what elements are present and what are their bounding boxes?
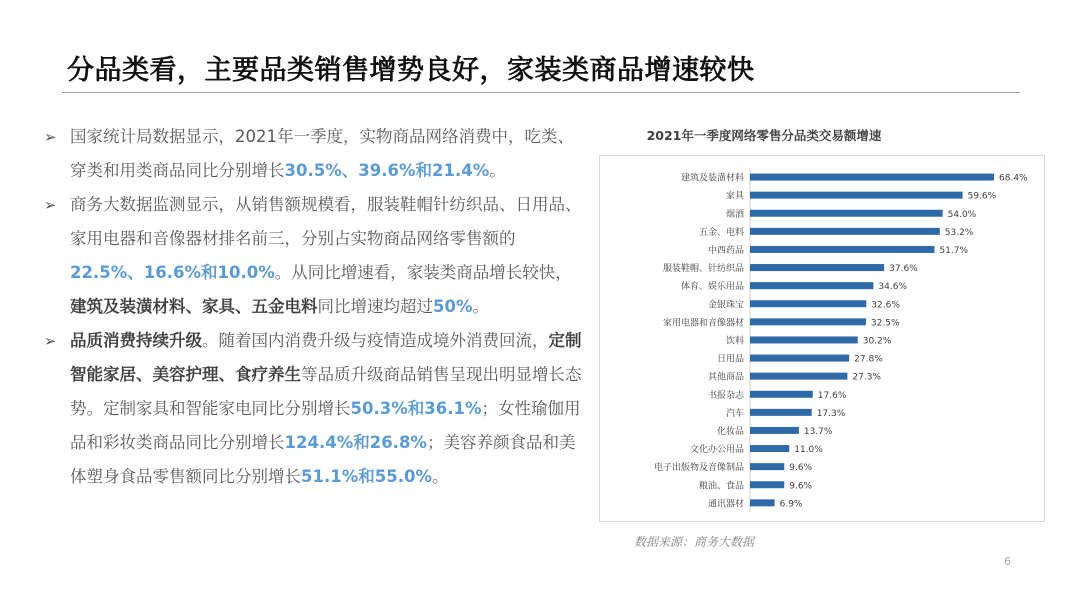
bar <box>750 264 884 271</box>
bullet-text: 等品质升级商品销售呈现出明显增长态势。定制家具和智能家电同比分别增长 <box>70 365 582 418</box>
title-divider <box>62 92 1020 93</box>
value-label: 68.4% <box>999 173 1028 184</box>
bar <box>750 463 784 470</box>
value-label: 27.3% <box>852 372 881 383</box>
category-label: 日用品 <box>716 354 744 365</box>
category-label: 粮油、食品 <box>698 481 744 492</box>
bar <box>750 282 873 289</box>
category-label: 书报杂志 <box>707 390 744 401</box>
bold-phrase: 品质消费持续升级 <box>70 331 202 350</box>
value-label: 37.6% <box>889 264 918 275</box>
bar-chart <box>599 155 1045 522</box>
value-label: 9.6% <box>789 463 813 474</box>
bullet-text: 。随着国内消费升级与疫情造成境外消费回流， <box>202 331 549 350</box>
bullet-text: 。 <box>432 467 449 486</box>
bold-phrase: 定制智能家居、美容护理、食疗养生 <box>70 331 582 384</box>
bar <box>750 445 789 452</box>
bullet-text: 同比增速均超过 <box>317 297 433 316</box>
value-label: 34.6% <box>878 282 908 293</box>
category-label: 电子出版物及音像制品 <box>653 463 744 474</box>
bar <box>750 427 799 434</box>
category-label: 家具 <box>725 191 744 202</box>
bullet-text: 国家统计局数据显示，2021年一季度，实物商品网络消费中，吃类、穿类和用类商品同比分别增长 <box>70 127 574 180</box>
bullet-text: ；女性瑜伽用品和彩妆类商品同比分别增长 <box>70 399 581 452</box>
bar <box>750 210 943 217</box>
bullet-text: 。 <box>489 161 506 180</box>
value-label: 32.6% <box>871 300 900 311</box>
category-label: 其他商品 <box>707 372 744 383</box>
value-label: 53.2% <box>944 227 974 238</box>
category-label: 饮料 <box>725 336 744 347</box>
bar <box>750 481 784 488</box>
bullet-text: 。从同比增速看，家装类商品增长较快， <box>274 263 572 282</box>
value-label: 17.3% <box>816 408 846 419</box>
highlight-figure: 50.3%和36.1% <box>350 399 482 418</box>
category-label: 家用电器和音像器材 <box>662 318 744 329</box>
bar <box>750 318 866 325</box>
value-label: 6.9% <box>779 499 803 510</box>
highlight-figure: 22.5%、16.6%和10.0% <box>70 263 275 282</box>
bar <box>750 228 940 235</box>
bullet-arrow-icon: ➢ <box>44 332 57 350</box>
value-label: 59.6% <box>967 191 997 202</box>
highlight-figure: 50% <box>433 297 473 316</box>
highlight-figure: 51.1%和55.0% <box>301 467 432 486</box>
highlight-figure: 30.5%、39.6%和21.4% <box>284 161 490 180</box>
bullet-text: 商务大数据监测显示，从销售额规模看，服装鞋帽针纺织品、日用品、家用电器和音像器材排名前三，分别占实物商品网络零售额的 <box>70 195 582 248</box>
category-label: 体育、娱乐用品 <box>680 282 744 293</box>
category-label: 文化办公用品 <box>689 445 744 456</box>
value-label: 27.8% <box>854 354 883 365</box>
data-source-note: 数据来源：商务大数据 <box>634 535 755 549</box>
category-label: 通讯器材 <box>707 499 744 510</box>
bullet-text: 。 <box>472 297 489 316</box>
bar <box>750 373 847 380</box>
category-label: 服装鞋帽、针纺织品 <box>662 264 744 275</box>
category-label: 建筑及装潢材料 <box>680 173 744 184</box>
value-label: 17.6% <box>817 390 847 401</box>
chart-title: 2021年一季度网络零售分品类交易额增速 <box>646 128 882 143</box>
bullet-arrow-icon: ➢ <box>44 128 57 146</box>
category-label: 烟酒 <box>725 209 744 220</box>
bar <box>750 355 849 362</box>
bar <box>750 391 813 398</box>
value-label: 51.7% <box>939 245 969 256</box>
value-label: 13.7% <box>803 426 833 437</box>
bold-phrase: 建筑及装潢材料、家具、五金电料 <box>70 297 318 316</box>
bar <box>750 300 866 307</box>
bar-chart-svg <box>600 156 1046 523</box>
bullet-item <box>44 324 584 494</box>
page-number: 6 <box>1004 555 1011 568</box>
value-label: 32.5% <box>870 318 900 329</box>
bullet-text: ；美容养颜食品和美体塑身食品零售额同比分别增长 <box>70 433 576 486</box>
value-label: 54.0% <box>947 209 977 220</box>
bar <box>750 174 994 181</box>
bullet-item <box>44 188 584 324</box>
bar <box>750 246 934 253</box>
highlight-figure: 124.4%和26.8% <box>284 433 427 452</box>
value-label: 9.6% <box>789 481 813 492</box>
category-label: 金银珠宝 <box>707 300 744 311</box>
bullet-item <box>44 120 584 188</box>
value-label: 11.0% <box>794 445 823 456</box>
bar <box>750 409 812 416</box>
slide-title: 分品类看，主要品类销售增势良好，家装类商品增速较快 <box>67 55 755 86</box>
bullet-list <box>44 120 584 494</box>
bullet-arrow-icon: ➢ <box>44 196 57 214</box>
category-label: 化妆品 <box>716 426 744 437</box>
bar <box>750 499 775 506</box>
category-label: 中西药品 <box>707 245 744 256</box>
category-label: 汽车 <box>725 408 744 419</box>
value-label: 30.2% <box>862 336 892 347</box>
bar <box>750 192 963 199</box>
bar <box>750 336 858 343</box>
category-label: 五金、电料 <box>698 227 744 238</box>
